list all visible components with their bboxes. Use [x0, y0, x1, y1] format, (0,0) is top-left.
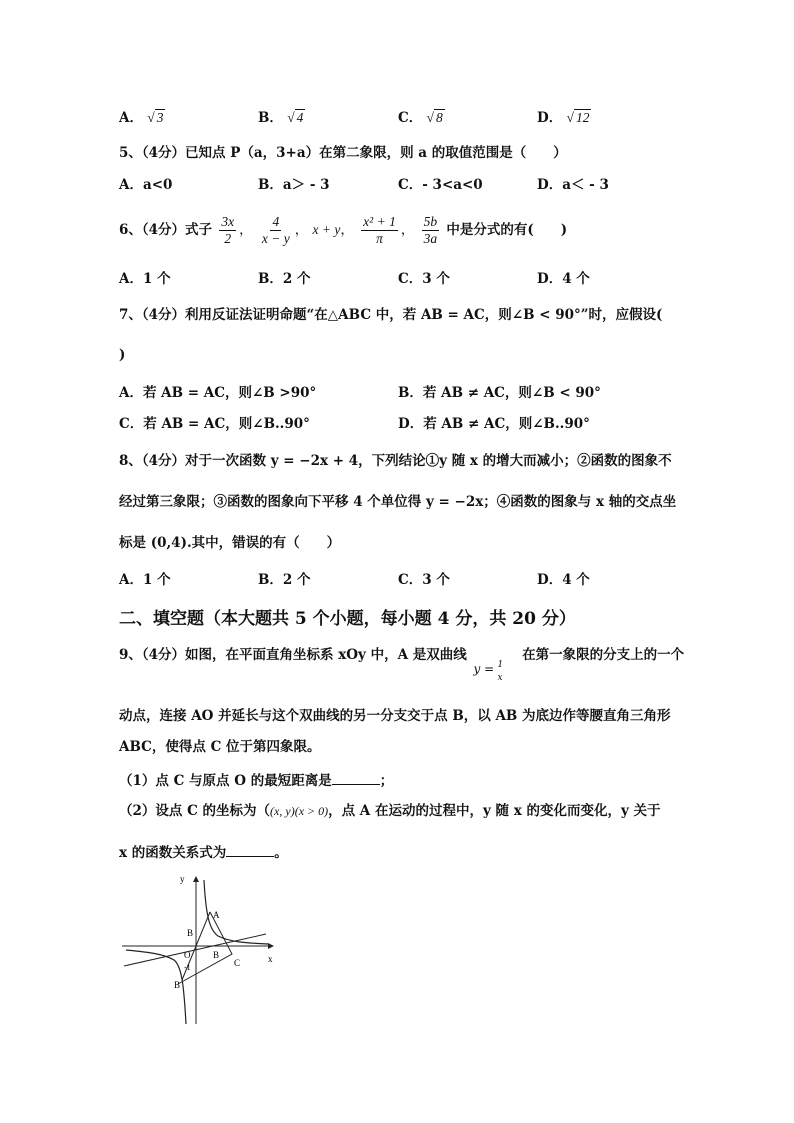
q9-part-1: （1）点 C 与原点 O 的最短距离是 ；	[119, 770, 393, 791]
label-y: y	[180, 874, 185, 884]
q9-part-3: x 的函数关系式为 。	[119, 842, 288, 863]
q9-figure	[118, 868, 278, 1028]
q6-stem: 6、（4分）式子 $\frac{3x}{2}$ ， $\frac{4}{x - y}$ ， x + y， $\frac{\text{x² + 1}}{\pi}$ ， $\frac{5b}{3a}$ 中是分式的有( )	[119, 214, 568, 246]
x-axis-arrow-icon	[268, 943, 274, 949]
q9-answer-blank-1[interactable]	[332, 770, 380, 785]
q8-option-c: C．3 个	[398, 572, 450, 588]
y-axis-arrow-icon	[193, 876, 199, 882]
q8-line-2: 经过第三象限；③函数的图象向下平移 4 个单位得 y = −2x；④函数的图象与 x 轴的交点坐	[119, 494, 677, 510]
q9-line-2: 动点，连接 AO 并延长与这个双曲线的另一分支交于点 B，以 AB 为底边作等腰直角三角形	[119, 708, 671, 724]
q5-option-b: B．a＞ - 3	[258, 177, 330, 193]
q6-fraction-4: $\frac{5b}{3a}$	[423, 214, 438, 246]
q8-line-3: 标是 (0,4).其中，错误的有（ ）	[119, 535, 341, 551]
q4-option-a: A． √ 3	[119, 110, 164, 126]
q9-part-2: （2）设点 C 的坐标为（(x, y)(x > 0)，点 A 在运动的过程中，y 随 x 的变化而变化，y 关于	[119, 803, 661, 819]
q7-stem-end: )	[119, 347, 126, 363]
q6-option-c: C．3 个	[398, 271, 450, 287]
label-a: A	[213, 910, 220, 920]
q7-option-c: C．若 AB = AC，则∠B..90°	[119, 416, 310, 432]
q6-fraction-2: $\frac{4}{x - y}$	[261, 214, 290, 246]
label-b-top: B	[187, 928, 194, 938]
label-b-low: B	[174, 980, 181, 990]
label-x: x	[268, 954, 273, 964]
q8-line-1: 8、（4分）对于一次函数 y = −2x + 4，下列结论①y 随 x 的增大而减小；②函数的图象不	[119, 453, 672, 469]
q6-option-d: D．4 个	[537, 271, 590, 287]
label-c: C	[234, 958, 241, 968]
label-b-mid: B	[213, 950, 220, 960]
q9-line-3: ABC，使得点 C 位于第四象限。	[119, 739, 321, 755]
q5-option-a: A．a<0	[119, 177, 173, 193]
label-o: O	[184, 950, 191, 960]
q8-option-a: A．1 个	[119, 572, 171, 588]
q4-option-d: D． √ 12	[537, 110, 590, 126]
q9-answer-blank-2[interactable]	[226, 842, 274, 857]
q7-stem: 7、（4分）利用反证法证明命题“在△ABC 中，若 AB = AC，则∠B < 90°”时，应假设(	[119, 307, 663, 323]
q6-fraction-1: $\frac{3x}{2}$	[221, 214, 235, 246]
label-neg1: -1	[184, 963, 191, 972]
q7-option-b: B．若 AB ≠ AC，则∠B < 90°	[398, 385, 601, 401]
q8-option-b: B．2 个	[258, 572, 311, 588]
q9-line-1: 9、（4分）如图，在平面直角坐标系 xOy 中，A 是双曲线 y = 1 x 在第一象限的分支上的一个	[119, 647, 685, 683]
q5-option-d: D．a＜ - 3	[537, 177, 609, 193]
q6-fraction-3: $\frac{\text{x² + 1}}{\pi}$	[363, 214, 396, 246]
q4-option-b: B． √ 4	[258, 110, 304, 126]
q7-option-a: A．若 AB = AC，则∠B >90°	[119, 385, 317, 401]
q4-option-c: C． √ 8	[398, 110, 443, 126]
q8-option-d: D．4 个	[537, 572, 590, 588]
oblique-line	[124, 934, 266, 966]
q7-option-d: D．若 AB ≠ AC，则∠B..90°	[398, 416, 590, 432]
q6-option-a: A．1 个	[119, 271, 171, 287]
section-2-title: 二、填空题（本大题共 5 个小题，每小题 4 分，共 20 分）	[119, 609, 576, 629]
q5-option-c: C．- 3<a<0	[398, 177, 483, 193]
q6-option-b: B．2 个	[258, 271, 311, 287]
q5-stem: 5、（4分）已知点 P（a，3+a）在第二象限，则 a 的取值范围是（ ）	[119, 145, 567, 161]
